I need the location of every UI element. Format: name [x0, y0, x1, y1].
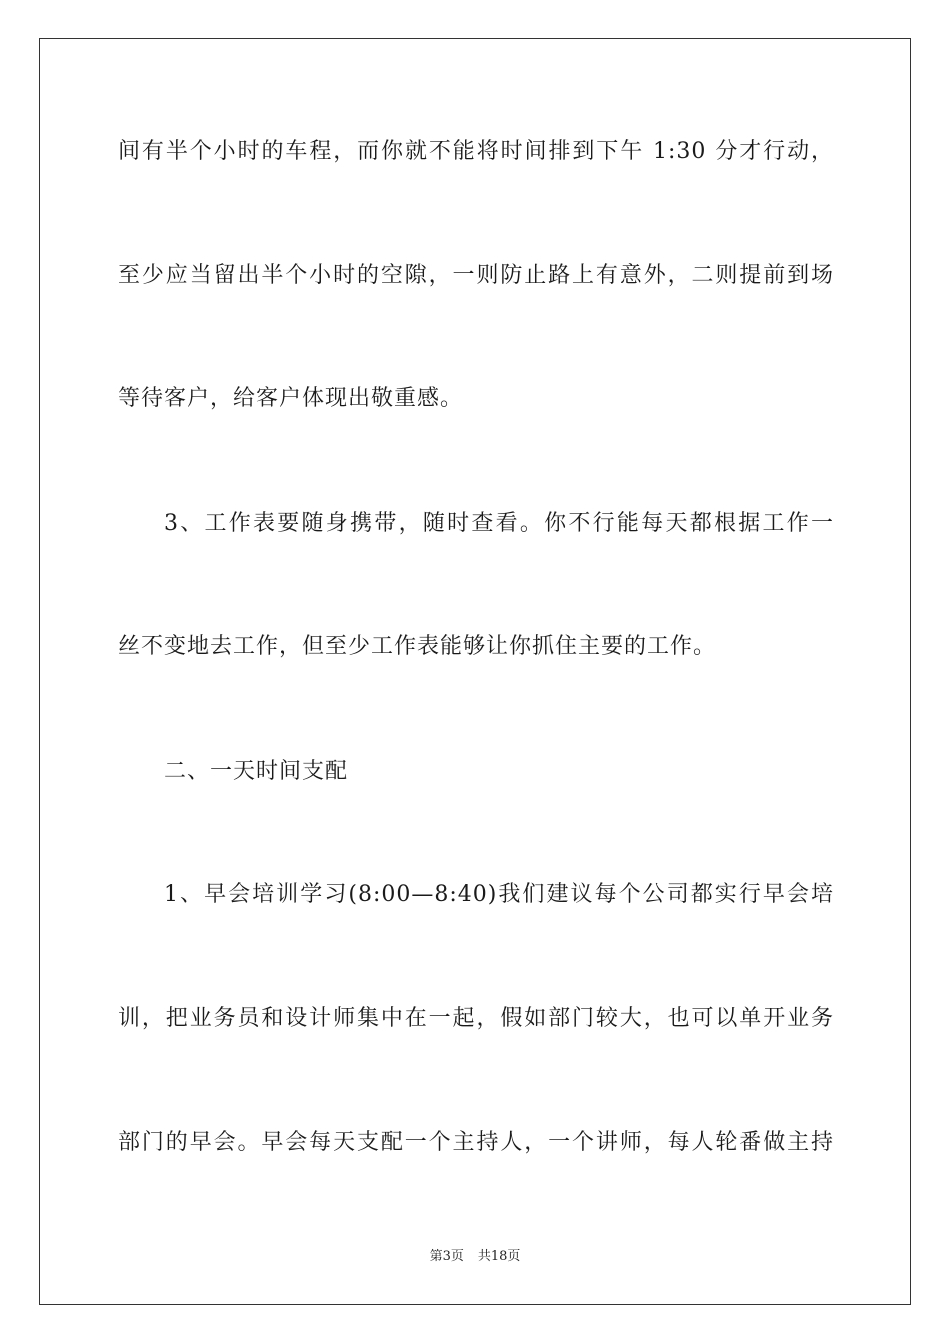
text-line-5: 丝不变地去工作，但至少工作表能够让你抓住主要的工作。 [118, 634, 717, 659]
section-heading: 二、一天时间支配 [164, 759, 349, 784]
text-line-4: 3、工作表要随身携带，随时查看。你不行能每天都根据工作一 [164, 511, 834, 536]
text-line-9: 部门的早会。早会每天支配一个主持人，一个讲师，每人轮番做主持 [118, 1130, 834, 1155]
text-line-2: 至少应当留出半个小时的空隙，一则防止路上有意外，二则提前到场 [118, 263, 834, 288]
page-number-total: 共18页 [477, 1249, 521, 1264]
page-footer [0, 1248, 950, 1266]
text-line-1: 间有半个小时的车程，而你就不能将时间排到下午 1:30 分才行动， [118, 139, 834, 164]
page-border [39, 38, 911, 1305]
page-number-current: 第3页 [429, 1249, 464, 1264]
text-line-8: 训，把业务员和设计师集中在一起，假如部门较大，也可以单开业务 [118, 1006, 834, 1031]
text-line-7: 1、早会培训学习(8:00—8:40)我们建议每个公司都实行早会培 [164, 882, 834, 907]
text-line-3: 等待客户，给客户体现出敬重感。 [118, 386, 464, 411]
